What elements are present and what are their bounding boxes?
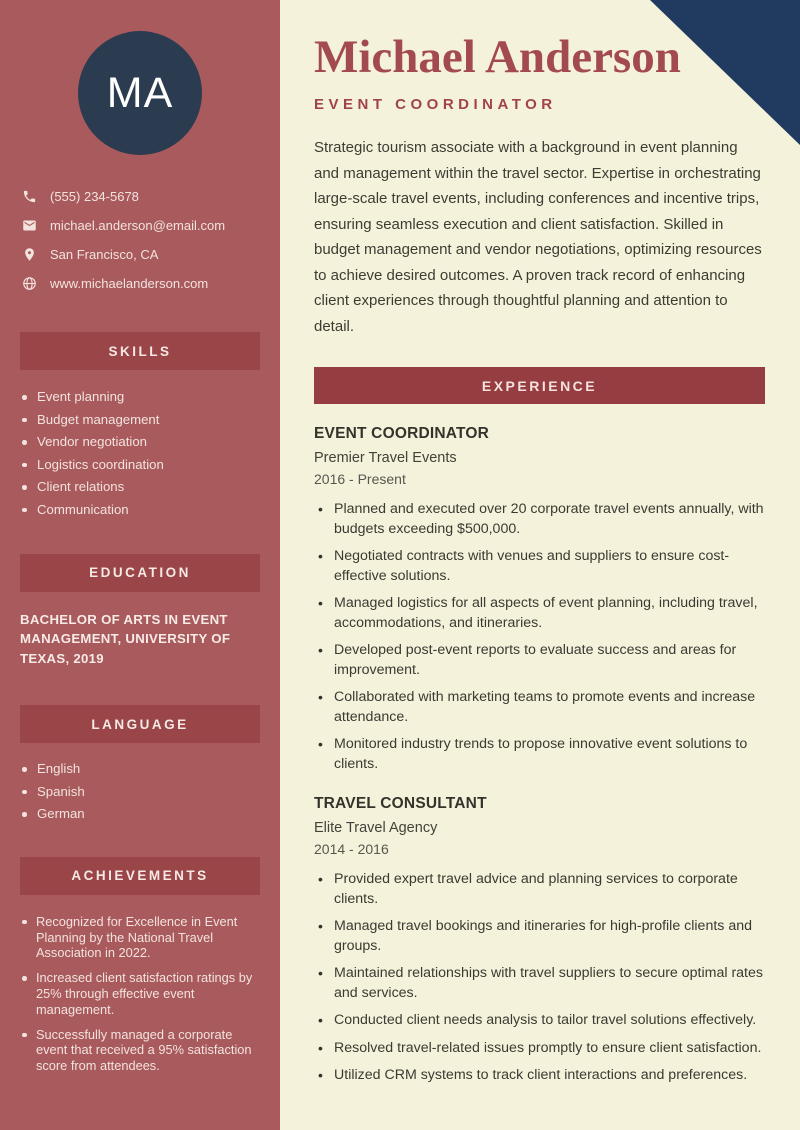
skill-item: Logistics coordination: [22, 454, 264, 477]
language-item: Spanish: [22, 781, 264, 804]
job-dates: 2014 - 2016: [314, 841, 389, 858]
job-title: EVENT COORDINATOR: [314, 425, 490, 443]
job-bullet: • Collaborated with marketing teams to promote events and increase attendance.: [314, 688, 765, 727]
email-address: michael.anderson@email.com: [50, 218, 226, 233]
person-name: Michael Anderson: [314, 31, 681, 83]
contact-website: [22, 269, 266, 298]
achievements-heading: ACHIEVEMENTS: [20, 857, 260, 895]
job-title: TRAVEL CONSULTANT: [314, 795, 487, 813]
profile-summary: Strategic tourism associate with a background in event planning and management within the travel sector. Expertise in orchestrating large-scale travel events, including conferences and incentive trips, ensuring seamless execution and client satisfaction. Skilled in budget management and vendor negotiations, optimizing resources to achieve desired outcomes. A proven track record of enhancing client experiences through thoughtful planning and attention to detail.: [314, 139, 762, 335]
job-bullet: • Utilized CRM systems to track client interactions and preferences.: [314, 1066, 765, 1086]
experience-heading: EXPERIENCE: [314, 367, 765, 404]
envelope-icon: [22, 218, 37, 233]
achievement-item: Successfully managed a corporate event that received a 95% satisfaction score from attendees.: [22, 1027, 266, 1074]
skills-heading: SKILLS: [20, 332, 260, 370]
skill-item: Communication: [22, 499, 264, 522]
job-company: Premier Travel Events: [314, 450, 457, 467]
job-bullet: • Maintained relationships with travel suppliers to secure optimal rates and services.: [314, 964, 765, 1003]
job-entry-1: [314, 425, 765, 774]
job-bullet: • Resolved travel-related issues promptly to ensure client satisfaction.: [314, 1039, 765, 1059]
avatar: [78, 31, 202, 155]
language-item: German: [22, 803, 264, 826]
language-item: English: [22, 758, 264, 781]
job-bullet: • Provided expert travel advice and planning services to corporate clients.: [314, 870, 765, 909]
achievements-list: [0, 914, 280, 1074]
contact-section: [0, 182, 280, 298]
achievement-item: Increased client satisfaction ratings by 25% through effective event management.: [22, 970, 266, 1017]
skill-item: Client relations: [22, 476, 264, 499]
job-bullet-list: [314, 870, 765, 1086]
language-list: [0, 758, 280, 826]
location-text: San Francisco, CA: [50, 247, 159, 262]
education-heading: EDUCATION: [20, 554, 260, 592]
contact-location: [22, 240, 266, 269]
job-bullet: • Conducted client needs analysis to tailor travel solutions effectively.: [314, 1011, 765, 1031]
language-heading: LANGUAGE: [20, 705, 260, 743]
job-entry-2: [314, 795, 765, 1086]
website-url: www.michaelanderson.com: [50, 276, 209, 291]
skill-item: Event planning: [22, 386, 264, 409]
job-bullet: • Developed post-event reports to evaluate success and areas for improvement.: [314, 641, 765, 680]
job-company: Elite Travel Agency: [314, 820, 438, 837]
achievement-item: Recognized for Excellence in Event Planning by the National Travel Association in 2022.: [22, 914, 266, 961]
globe-icon: [22, 276, 37, 291]
sidebar: [0, 0, 280, 1130]
job-bullet: • Monitored industry trends to propose innovative event solutions to clients.: [314, 735, 765, 774]
main-content: [280, 0, 800, 1130]
contact-email: [22, 211, 266, 240]
job-role-subtitle: EVENT COORDINATOR: [314, 96, 557, 114]
job-bullet-list: [314, 500, 765, 774]
skill-item: Budget management: [22, 409, 264, 432]
phone-icon: [22, 189, 37, 204]
education-degree: BACHELOR OF ARTS IN EVENT MANAGEMENT, UNIVERSITY OF TEXAS, 2019: [20, 611, 231, 666]
job-bullet: • Managed travel bookings and itineraries for high-profile clients and groups.: [314, 917, 765, 956]
skill-item: Vendor negotiation: [22, 431, 264, 454]
phone-number: (555) 234-5678: [50, 189, 139, 204]
job-bullet: • Planned and executed over 20 corporate travel events annually, with budgets exceeding $500,000.: [314, 500, 765, 539]
job-bullet: • Negotiated contracts with venues and suppliers to ensure cost-effective solutions.: [314, 547, 765, 586]
skills-list: [0, 386, 280, 522]
map-pin-icon: [22, 247, 37, 262]
avatar-initials: MA: [106, 68, 174, 117]
job-dates: 2016 - Present: [314, 471, 406, 488]
job-bullet: • Managed logistics for all aspects of event planning, including travel, accommodations, and itineraries.: [314, 594, 765, 633]
contact-phone: [22, 182, 266, 211]
